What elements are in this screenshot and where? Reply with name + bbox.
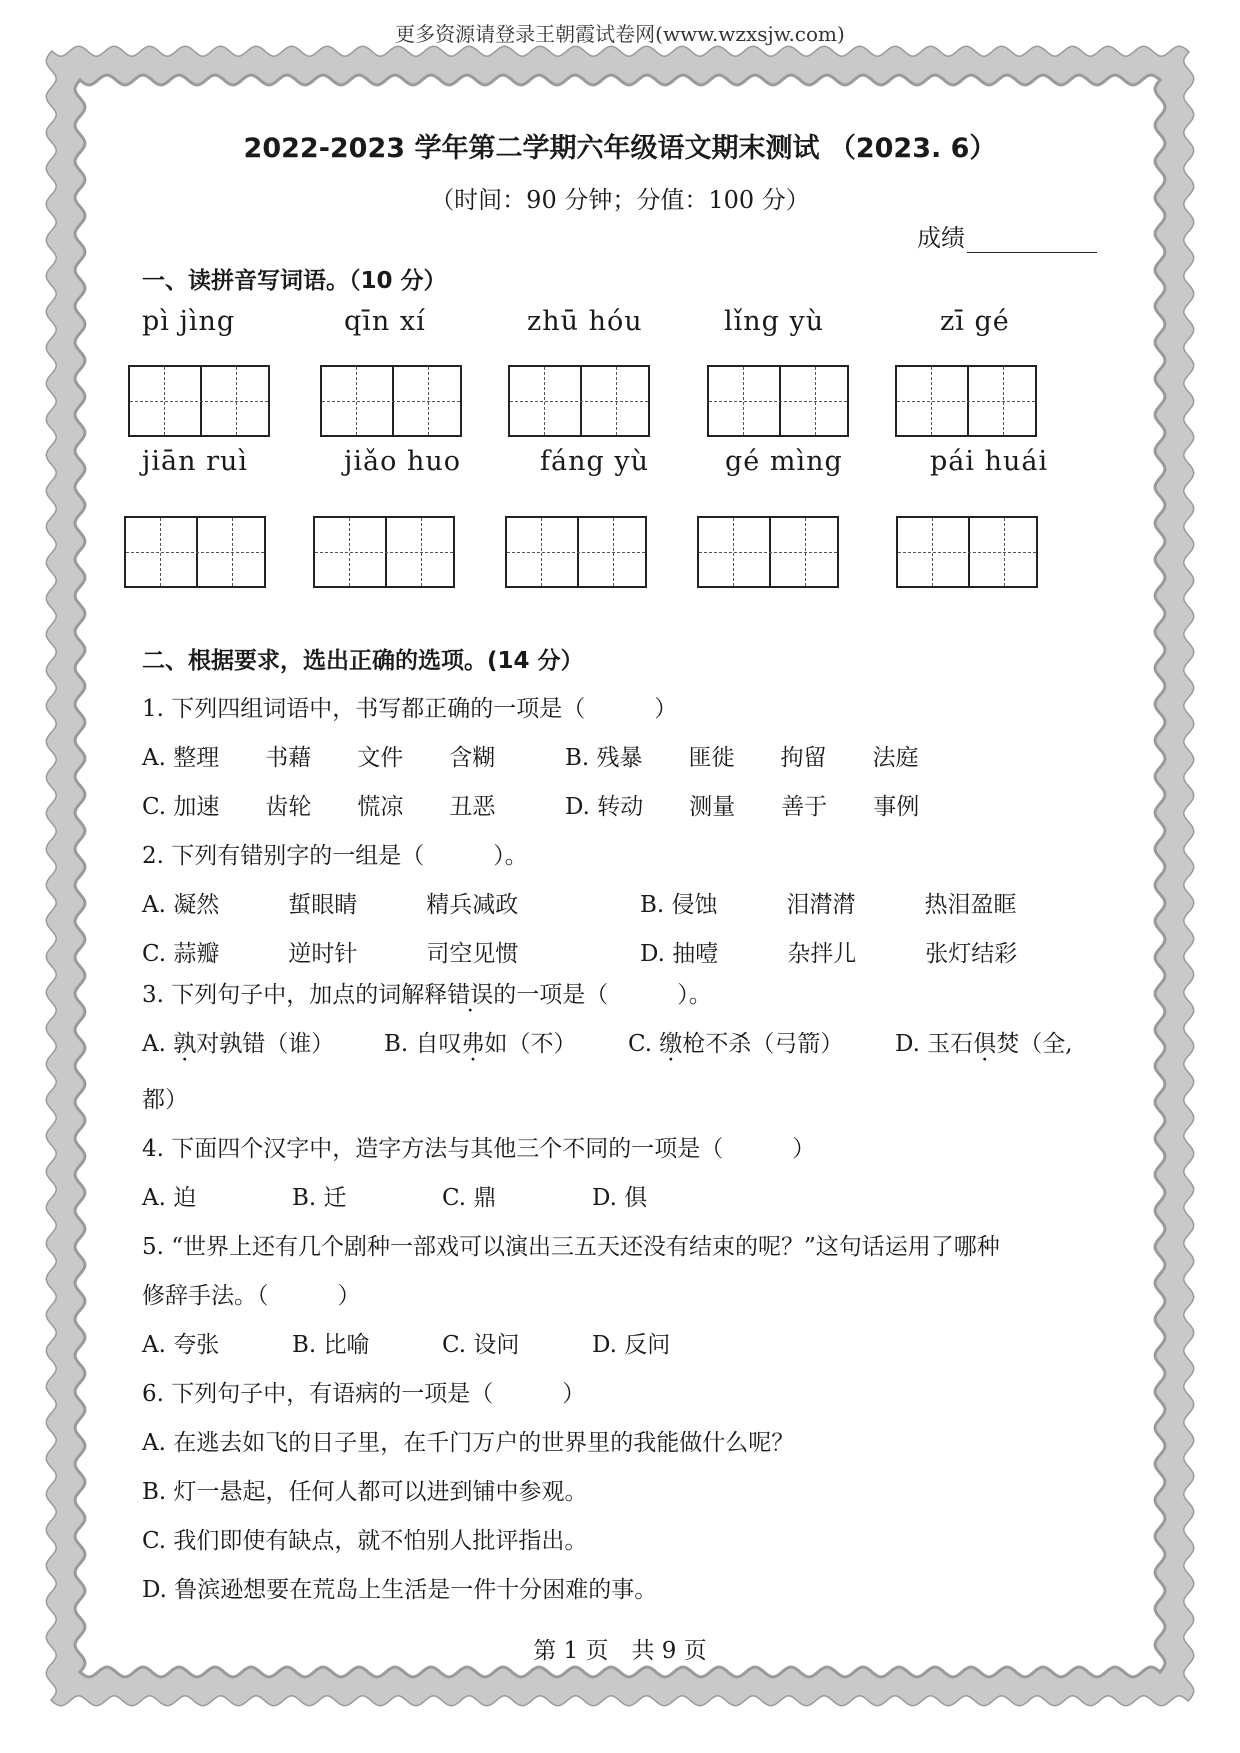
tianzige-box[interactable]	[128, 365, 270, 437]
q4-option-b[interactable]: B. 迁	[292, 1185, 347, 1211]
pinyin-5: zī gé	[940, 306, 1010, 337]
pinyin-4: lǐng yù	[724, 306, 825, 337]
pinyin-7: jiǎo huo	[344, 446, 461, 477]
pinyin-10: pái huái	[930, 446, 1049, 477]
q2-option-c[interactable]: C. 蒜瓣 逆时针 司空见惯	[142, 941, 519, 967]
question-5-continued: 修辞手法。（ ）	[142, 1283, 361, 1309]
q1-option-b[interactable]: B. 残暴 匪徙 拘留 法庭	[565, 745, 919, 771]
q5-option-a[interactable]: A. 夸张	[142, 1332, 220, 1358]
q4-option-c[interactable]: C. 鼎	[442, 1185, 497, 1211]
q2-option-b[interactable]: B. 侵蚀 泪潸潸 热泪盈眶	[640, 892, 1017, 918]
q4-option-d[interactable]: D. 俱	[592, 1185, 648, 1211]
tianzige-box[interactable]	[697, 516, 839, 588]
section-1-heading: 一、读拼音写词语。（10 分）	[142, 268, 447, 294]
score-field	[917, 218, 1097, 253]
tianzige-box[interactable]	[508, 365, 650, 437]
q1-option-c[interactable]: C. 加速 齿轮 慌凉 丑恶	[142, 794, 496, 820]
tianzige-box[interactable]	[124, 516, 266, 588]
tianzige-box[interactable]	[707, 365, 849, 437]
q4-option-a[interactable]: A. 迫	[142, 1185, 197, 1211]
q6-option-a[interactable]: A. 在逃去如飞的日子里，在千门万户的世界里的我能做什么呢？	[142, 1430, 795, 1456]
q2-option-d[interactable]: D. 抽噎 杂拌儿 张灯结彩	[640, 941, 1018, 967]
question-5: 5. “世界上还有几个剧种一部戏可以演出三五天还没有结束的呢？”这句话运用了哪种	[142, 1234, 1000, 1260]
q2-option-a[interactable]: A. 凝然 蜇眼睛 精兵减政	[142, 892, 519, 918]
q1-option-d[interactable]: D. 转动 测量 善于 事例	[565, 794, 920, 820]
question-6: 6. 下列句子中，有语病的一项是（ ）	[142, 1381, 586, 1407]
page-title: 2022-2023 学年第二学期六年级语文期末测试 （2023. 6）	[243, 133, 997, 164]
tianzige-box[interactable]	[895, 365, 1037, 437]
exam-info: （时间：90 分钟；分值：100 分）	[430, 186, 810, 214]
q6-option-d[interactable]: D. 鲁滨逊想要在荒岛上生活是一件十分困难的事。	[142, 1577, 658, 1603]
q3-option-a[interactable]: A. 孰对孰错（谁）	[142, 1031, 335, 1057]
emphasis-dots: 错误	[447, 982, 494, 1008]
tianzige-box[interactable]	[896, 516, 1038, 588]
q3-option-c[interactable]: C. 缴枪不杀（弓箭）	[628, 1031, 844, 1057]
pinyin-2: qīn xí	[344, 306, 426, 337]
q3-option-d-continued: 都）	[142, 1087, 188, 1113]
q6-option-b[interactable]: B. 灯一悬起，任何人都可以进到铺中参观。	[142, 1479, 588, 1505]
q5-option-b[interactable]: B. 比喻	[292, 1332, 370, 1358]
tianzige-box[interactable]	[320, 365, 462, 437]
pinyin-8: fáng yù	[540, 446, 649, 477]
q6-option-c[interactable]: C. 我们即使有缺点，就不怕别人批评指出。	[142, 1528, 588, 1554]
question-1: 1. 下列四组词语中，书写都正确的一项是（ ）	[142, 696, 678, 722]
tianzige-box[interactable]	[505, 516, 647, 588]
page-number: 第 1 页 共 9 页	[533, 1638, 707, 1664]
q5-option-c[interactable]: C. 设问	[442, 1332, 520, 1358]
q1-option-a[interactable]: A. 整理 书藉 文件 含糊	[142, 745, 496, 771]
q3-option-d[interactable]: D. 玉石俱焚（全,	[895, 1031, 1073, 1057]
pinyin-1: pì jìng	[142, 306, 236, 337]
score-blank[interactable]	[967, 228, 1097, 253]
pinyin-9: gé mìng	[725, 446, 843, 477]
tianzige-box[interactable]	[313, 516, 455, 588]
score-label: 成绩	[917, 224, 965, 252]
header-note: 更多资源请登录王朝霞试卷网(www.wzxsjw.com)	[395, 22, 845, 46]
pinyin-3: zhū hóu	[527, 306, 643, 337]
q3-option-b[interactable]: B. 自叹弗如（不）	[384, 1031, 577, 1057]
question-3: 3. 下列句子中，加点的词解释错误的一项是（ ）。	[142, 982, 712, 1008]
section-2-heading: 二、根据要求，选出正确的选项。(14 分）	[142, 648, 584, 674]
question-2: 2. 下列有错别字的一组是（ ）。	[142, 843, 528, 869]
pinyin-6: jiān ruì	[142, 446, 249, 477]
q5-option-d[interactable]: D. 反问	[592, 1332, 671, 1358]
question-4: 4. 下面四个汉字中，造字方法与其他三个不同的一项是（ ）	[142, 1136, 816, 1162]
